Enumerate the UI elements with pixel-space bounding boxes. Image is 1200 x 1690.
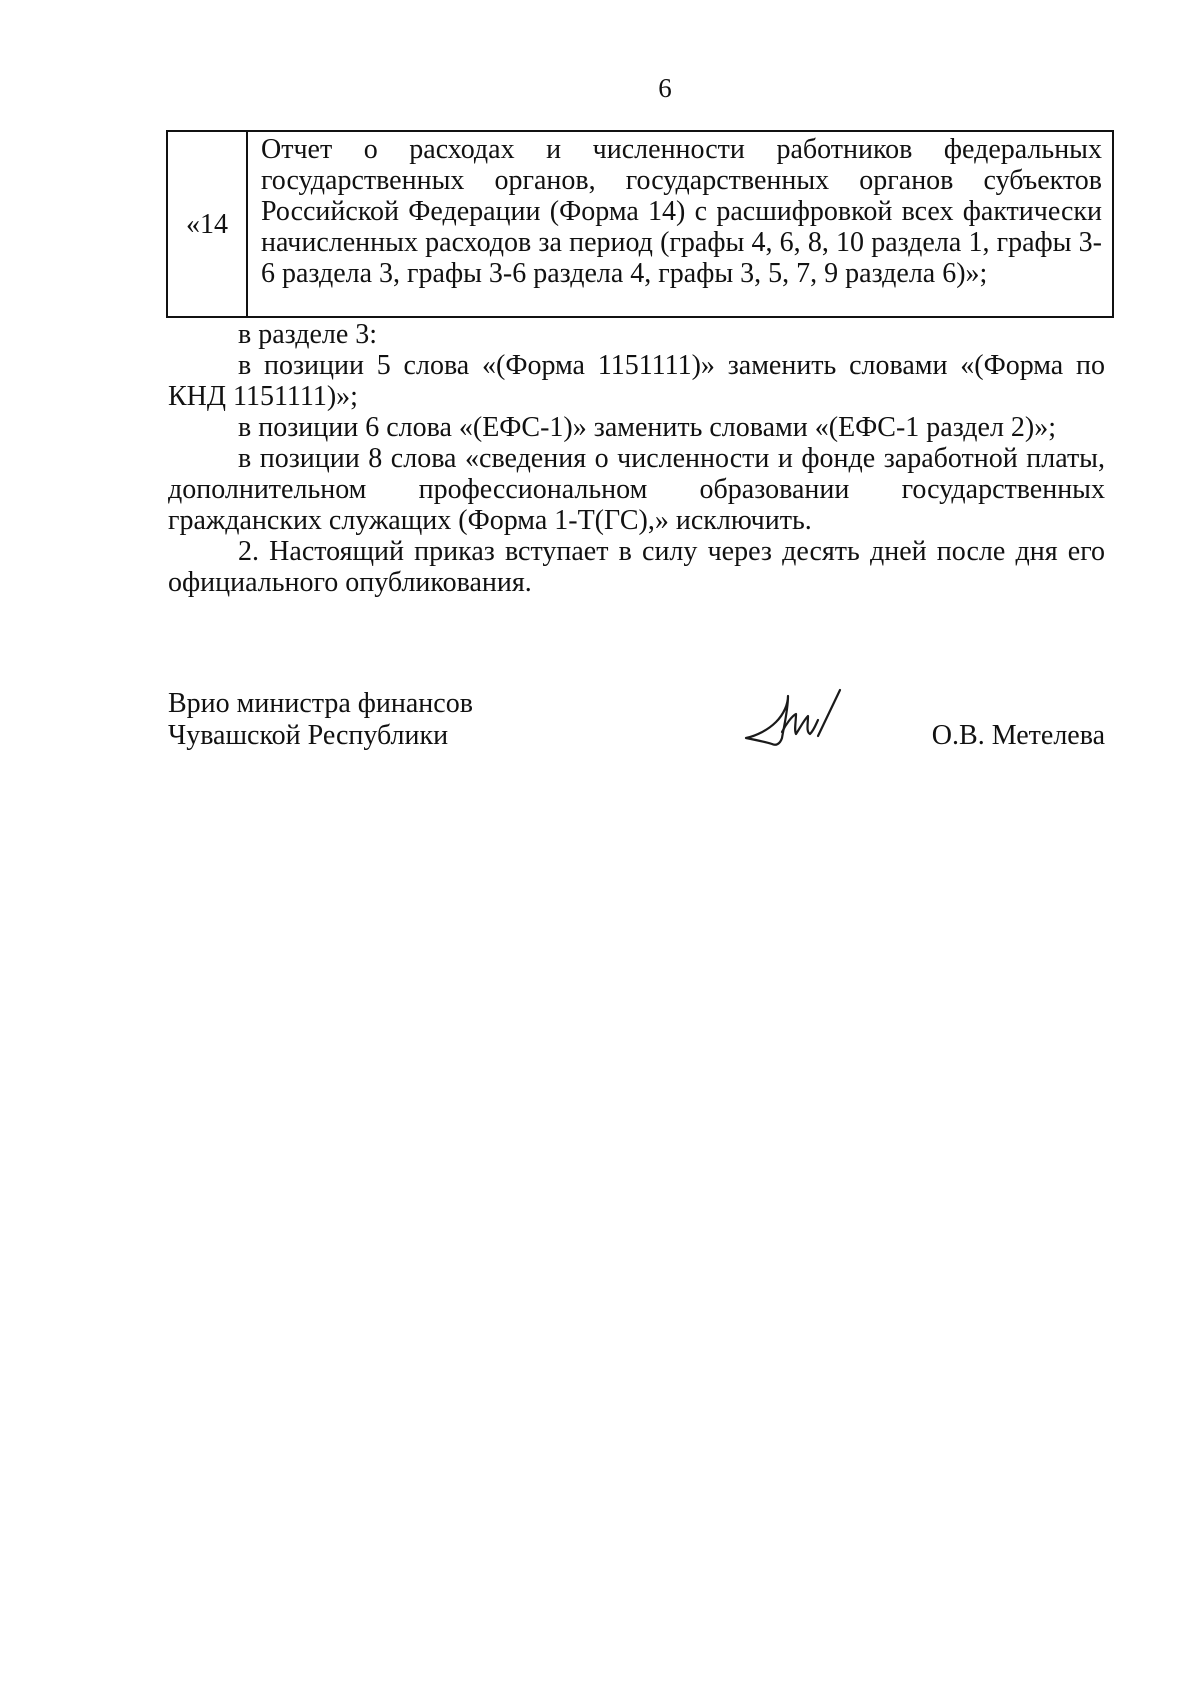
paragraph-position-6: в позиции 6 слова «(ЕФС-1)» заменить словами «(ЕФС-1 раздел 2)»; <box>238 412 1057 443</box>
signer-name: О.В. Метелева <box>931 720 1105 751</box>
page-number: 6 <box>658 73 672 103</box>
document-body <box>168 319 1105 598</box>
signer-position-line-2: Чувашской Республики <box>168 720 449 751</box>
paragraph-position-8: в позиции 8 слова «сведения о численности и фонде заработной платы, дополнительном профессиональном образовании государственных гражданских служащих (Форма 1-Т(ГС),» исключить. <box>168 443 1105 536</box>
amendment-table <box>166 130 1114 318</box>
signer-position <box>168 688 473 752</box>
table-row-text: Отчет о расходах и численности работников федеральных государственных органов, государственных органов субъектов Российской Федерации (Форма 14) с расшифровкой всех фактически начисленных расходов за период (графы 4, 6, 8, 10 раздела 1, графы 3-6 раздела 3, графы 3-6 раздела 4, графы 3, 5, 7, 9 раздела 6)»; <box>261 134 1102 289</box>
signature-block <box>168 688 1105 778</box>
handwritten-signature <box>738 686 848 758</box>
paragraph-section-3: в разделе 3: <box>238 319 378 350</box>
signer-position-line-1: Врио министра финансов <box>168 688 473 719</box>
table-row-number: «14 <box>168 132 248 316</box>
paragraph-effective-date: 2. Настоящий приказ вступает в силу через десять дней после дня его официального опубликования. <box>168 536 1105 598</box>
paragraph-position-5: в позиции 5 слова «(Форма 1151111)» заменить словами «(Форма по КНД 1151111)»; <box>168 350 1105 412</box>
